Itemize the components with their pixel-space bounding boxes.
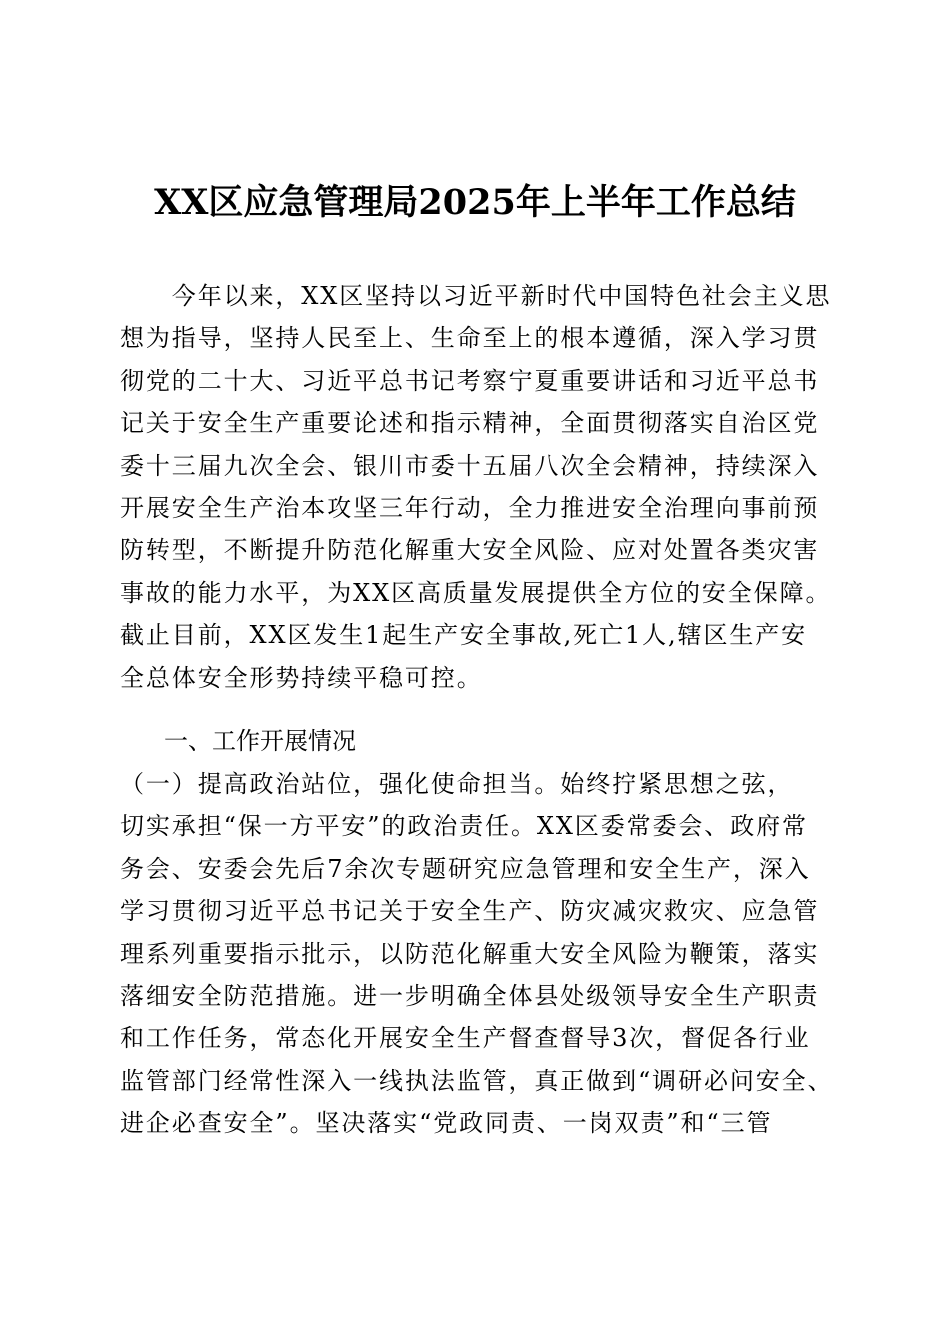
section-1-paragraph: [120, 763, 832, 1145]
paragraph-line: 截止目前，XX区发生1起生产安全事故,死亡1人,辖区生产安: [120, 621, 808, 650]
paragraph-line: 彻党的二十大、习近平总书记考察宁夏重要讲话和习近平总书: [120, 366, 820, 395]
section-heading: 一、工作开展情况: [164, 727, 356, 755]
paragraph-line: 全总体安全形势持续平稳可控。: [120, 663, 483, 692]
paragraph-line: 开展安全生产治本攻坚三年行动，全力推进安全治理向事前预: [120, 493, 820, 522]
paragraph-line: 记关于安全生产重要论述和指示精神，全面贯彻落实自治区党: [120, 409, 820, 438]
paragraph-line: 防转型，不断提升防范化解重大安全风险、应对处置各类灾害: [120, 536, 820, 565]
paragraph-line: 今年以来，XX区坚持以习近平新时代中国特色社会主义思: [120, 282, 832, 310]
paragraph-line: 事故的能力水平，为XX区高质量发展提供全方位的安全保障。: [120, 578, 832, 607]
paragraph-line: 和工作任务，常态化开展安全生产督查督导3次，督促各行业: [120, 1024, 811, 1053]
document-title: XX区应急管理局2025年上半年工作总结: [154, 182, 796, 223]
paragraph-line: 想为指导，坚持人民至上、生命至上的根本遵循，深入学习贯: [120, 324, 820, 353]
paragraph-line: 落细安全防范措施。进一步明确全体县处级领导安全生产职责: [120, 981, 820, 1010]
paragraph-line: （一）提高政治站位，强化使命担当。始终拧紧思想之弦，: [120, 770, 794, 798]
paragraph-line: 切实承担“保一方平安”的政治责任。XX区委常委会、政府常: [120, 812, 808, 841]
intro-paragraph: [120, 275, 832, 699]
paragraph-line: 监管部门经常性深入一线执法监管，真正做到“调研必问安全、: [120, 1066, 834, 1095]
paragraph-line: 学习贯彻习近平总书记关于安全生产、防灾减灾救灾、应急管: [120, 897, 820, 926]
paragraph-line: 进企必查安全”。坚决落实“党政同责、一岗双责”和“三管: [120, 1109, 773, 1138]
paragraph-line: 理系列重要指示批示，以防范化解重大安全风险为鞭策，落实: [120, 939, 820, 968]
paragraph-line: 委十三届九次全会、银川市委十五届八次全会精神，持续深入: [120, 451, 820, 480]
paragraph-line: 务会、安委会先后7余次专题研究应急管理和安全生产，深入: [120, 854, 811, 883]
